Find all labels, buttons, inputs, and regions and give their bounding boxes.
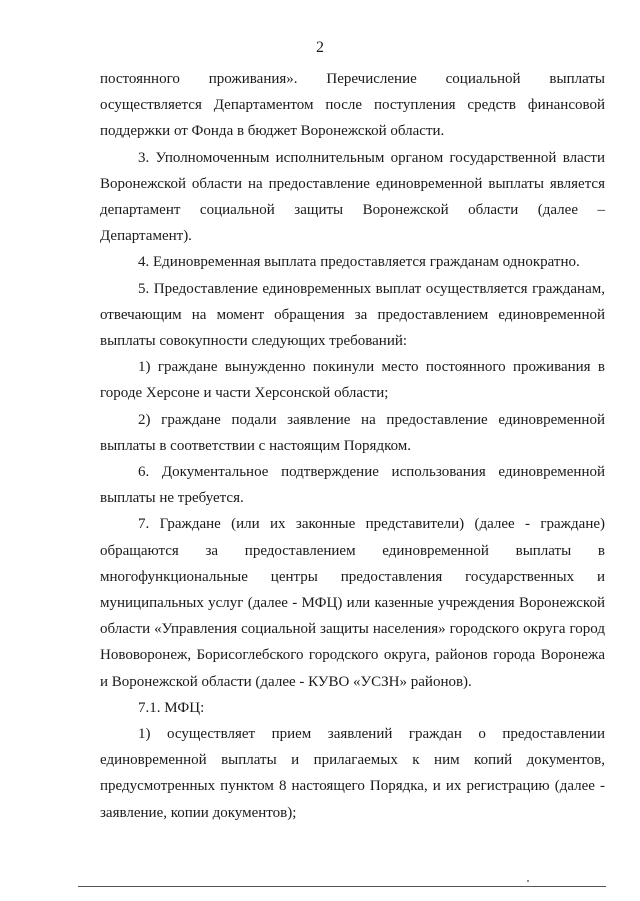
paragraph-7: 7. Граждане (или их законные представители) (далее - граждане) обращаются за предоставлением единовременной выплаты в многофункциональные центры предоставления государственных и муниципальных услуг (далее - МФЦ) или казенные учреждения Воронежской области «Управления социальной защиты населения» городского округа город Нововоронеж, Борисоглебского городского округа, районов города Воронежа и Воронежской области (далее - КУВО «УСЗН» районов).	[100, 516, 605, 690]
paragraph-7-1-item-1: 1) осуществляет прием заявлений граждан о предоставлении единовременной выплаты и прилагаемых к ним копий документов, предусмотренных пунктом 8 настоящего Порядка, и их регистрацию (далее - заявление, копии документов);	[100, 726, 605, 821]
paragraph-5: 5. Предоставление единовременных выплат осуществляется гражданам, отвечающим на момент обращения за предоставлением единовременной выплаты совокупности следующих требований:	[100, 280, 605, 350]
paragraph-6: 6. Документальное подтверждение использования единовременной выплаты не требуется.	[100, 464, 605, 507]
document-body	[100, 66, 605, 826]
paragraph-5-item-2: 2) граждане подали заявление на предоставление единовременной выплаты в соответствии с настоящим Порядком.	[100, 411, 605, 454]
paragraph-5-item-1: 1) граждане вынужденно покинули место постоянного проживания в городе Херсоне и части Херсонской области;	[100, 359, 605, 402]
bottom-scan-line	[78, 886, 606, 887]
paragraph-4: 4. Единовременная выплата предоставляется гражданам однократно.	[138, 254, 580, 271]
paragraph-continuation: постоянного проживания». Перечисление социальной выплаты осуществляется Департаментом после поступления средств финансовой поддержки от Фонда в бюджет Воронежской области.	[100, 71, 605, 140]
page-number: 2	[316, 39, 324, 56]
paragraph-7-1: 7.1. МФЦ:	[138, 699, 205, 716]
paragraph-3: 3. Уполномоченным исполнительным органом государственной власти Воронежской области на предоставление единовременной выплаты является департамент социальной защиты Воронежской области (далее – Департамент).	[100, 149, 605, 245]
scan-speck	[527, 880, 529, 882]
